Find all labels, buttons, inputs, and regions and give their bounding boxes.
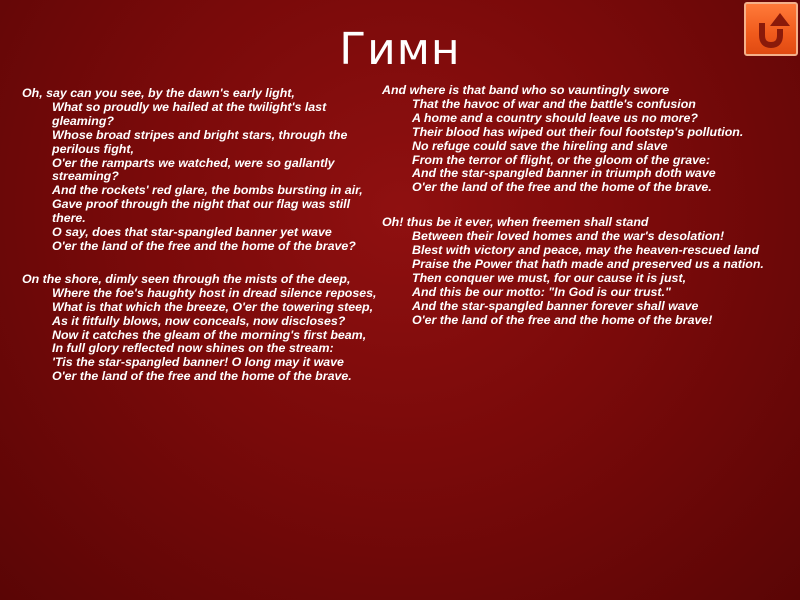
lyric-line: O'er the land of the free and the home of the brave! <box>412 312 713 327</box>
lyric-line: O say, does that star-spangled banner yet wave <box>52 225 332 240</box>
lyric-line: In full glory reflected now shines on the stream: <box>52 341 334 356</box>
lyric-line: And this be our motto: "In God is our trust." <box>412 284 671 299</box>
lyrics-column-left <box>22 87 382 384</box>
lyrics-column-right <box>382 84 786 328</box>
lyric-line: O'er the land of the free and the home of the brave? <box>52 238 356 253</box>
lyric-line: Oh! thus be it ever, when freemen shall stand <box>382 215 649 230</box>
lyric-line: 'Tis the star-spangled banner! O long may it wave <box>52 355 344 370</box>
lyric-line: Where the foe's haughty host in dread silence reposes, <box>52 285 377 300</box>
lyric-line: Praise the Power that hath made and preserved us a nation. <box>412 256 764 271</box>
lyric-line: Gave proof through the night that our flag was still there. <box>52 197 351 226</box>
lyric-line: No refuge could save the hireling and slave <box>412 138 668 153</box>
stanza-3 <box>382 84 786 195</box>
lyric-line: On the shore, dimly seen through the mists of the deep, <box>22 271 351 286</box>
lyric-line: What so proudly we hailed at the twilight's last gleaming? <box>52 99 327 128</box>
lyric-line: Oh, say can you see, by the dawn's early light, <box>22 86 295 100</box>
stanza-2 <box>22 273 382 384</box>
return-arrow-icon <box>752 9 790 49</box>
lyric-line: Their blood has wiped out their foul footstep's pollution. <box>412 124 744 139</box>
lyric-line: And the star-spangled banner in triumph doth wave <box>412 166 716 181</box>
page-title: Гимн <box>339 24 461 75</box>
lyric-line: Whose broad stripes and bright stars, through the perilous fight, <box>52 127 348 156</box>
stanza-1 <box>22 87 382 254</box>
stanza-4 <box>382 216 786 327</box>
lyric-line: And where is that band who so vauntingly swore <box>382 83 670 97</box>
lyric-line: Then conquer we must, for our cause it is just, <box>412 270 687 285</box>
lyric-line: And the rockets' red glare, the bombs bursting in air, <box>52 183 363 198</box>
lyric-line: What is that which the breeze, O'er the towering steep, <box>52 299 374 314</box>
lyric-line: A home and a country should leave us no more? <box>412 110 698 125</box>
lyric-line: O'er the land of the free and the home of the brave. <box>52 369 352 384</box>
lyric-line: Between their loved homes and the war's desolation! <box>412 229 725 244</box>
lyric-line: That the havoc of war and the battle's confusion <box>412 96 696 111</box>
lyric-line: O'er the land of the free and the home of the brave. <box>412 180 712 195</box>
lyric-line: And the star-spangled banner forever shall wave <box>412 298 699 313</box>
return-button[interactable] <box>744 2 798 56</box>
lyric-line: From the terror of flight, or the gloom of the grave: <box>412 152 711 167</box>
lyric-line: As it fitfully blows, now conceals, now discloses? <box>52 313 346 328</box>
lyric-line: Now it catches the gleam of the morning's first beam, <box>52 327 367 342</box>
lyric-line: O'er the ramparts we watched, were so gallantly streaming? <box>52 155 335 184</box>
lyric-line: Blest with victory and peace, may the heaven-rescued land <box>412 243 760 258</box>
